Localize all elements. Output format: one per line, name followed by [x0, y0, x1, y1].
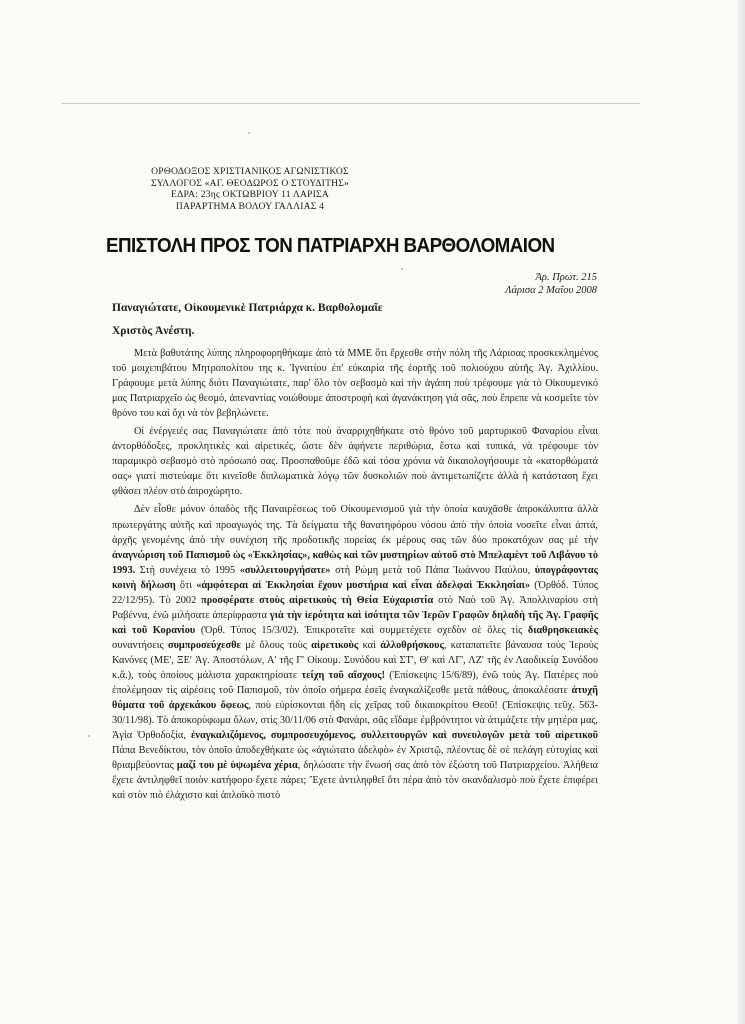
- text-run: συναντήσεις: [112, 639, 168, 651]
- protocol-number: Ἀρ. Πρωτ. 215: [535, 272, 597, 283]
- bold-run: διαθρησκειακὲς: [527, 624, 598, 636]
- bold-run: τείχη τοῦ αἴσχους!: [301, 669, 386, 681]
- scan-speck: [88, 735, 90, 737]
- text-run: (Ὀρθόδ. Τύπος 22/12/95). Τὸ 2002: [112, 579, 598, 606]
- text-run: , δηλώσατε τὴν ἕνωσή σας ἀπὸ τὸν ἐξώστη τοῦ Πατριαρχείου. Ἀλήθεια ἔχετε ἀντιληφθεῖ ποιὸν κατήφορο ἔχετε πάρει; Ἔχετε ἀντιληφθεῖ ὅτι πέρα ἀπὸ τὸν σκανδαλισμὸ ποὺ ἔχετε ἐπιφέρει καὶ στὸν πιὸ ἐλάχιστο καὶ ἀπλοϊκὸ πιστὸ: [112, 760, 599, 802]
- bold-run: συμπροσεύχεσθε: [167, 639, 241, 651]
- org-line-4: ΠΑΡΑΡΤΗΜΑ ΒΟΛΟΥ ΓΑΛΛΙΑΣ 4: [175, 200, 325, 212]
- text-run: , καταπατεῖτε βάναυσα τοὺς Ἱεροὺς Κανόνες (ΜΕ', ΞΕ' Ἁγ. Ἀποστόλων, Α' τῆς Γ' Οἰκουμ. Συνόδου καὶ ΣΤ', Θ' καὶ ΛΓ', ΛΖ' τῆς ἐν Λαοδικείᾳ Συνόδου κ.ἄ.), τοὺς ὁποίους μάλιστα χαρακτηρίσατε: [112, 639, 598, 681]
- text-run: στὴ Ρώμη μετὰ τοῦ Πάπα Ἰωάννου Παύλου,: [330, 564, 535, 576]
- text-run: Πάπα Βενεδίκτου, τὸν ὁποῖο ἀποδεχθήκατε ὡς «ἁγιώτατο ἀδελφὸ» ἐν Χριστῷ, πλέοντας δὲ σὲ πελάγη εὐτυχίας καὶ θριαμβεύοντας: [112, 745, 598, 772]
- bold-run: ἀλλοθρήσκους: [380, 639, 444, 651]
- paragraph-1: Μετὰ βαθυτάτης λύπης πληροφορηθήκαμε ἀπὸ τὰ ΜΜΕ ὅτι ἔρχεσθε στὴν πόλη τῆς Λάρισας προσκεκλημένος τοῦ μοιχεπιβάτου Μητροπολίτου της κ. Ἰγνατίου ἐπ' εὐκαιρία τῆς ἑορτῆς τοῦ πολιούχου αὐτῆς Ἁγ. Ἀχιλλίου. Γράφουμε μετὰ λύπης διότι Παναγιώτατε, παρ' ὅλο τὸν σεβασμὸ καὶ τὴν ἀγάπη ποὺ τρέφουμε γιὰ τὸ Οἰκουμενικό μας Πατριαρχεῖο ὡς θεσμό, ἀπεναντίας νοιώθουμε ἀποστροφὴ καὶ ἀγανάκτηση γιὰ σᾶς, ποὺ ἔπρεπε νὰ κοσμεῖτε τὸν θρόνο του καὶ ὄχι νὰ τὸν βεβηλώνετε.: [112, 348, 598, 420]
- bold-run: αἱρετικοὺς: [311, 639, 359, 651]
- letter-date: Λάρισα 2 Μαΐου 2008: [505, 285, 597, 296]
- scan-speck: [401, 268, 403, 270]
- bold-run: μαζί του μὲ ὑψωμένα χέρια: [176, 760, 298, 772]
- org-line-2: ΣΥΛΛΟΓΟΣ «ΑΓ. ΘΕΟΔΩΡΟΣ Ο ΣΤΟΥΔΙΤΗΣ»: [150, 177, 350, 189]
- text-run: καὶ: [358, 639, 381, 651]
- bold-run: «ἀμφότεραι αἱ Ἐκκλησίαι ἔχουν μυστήρια καὶ εἶναι ἀδελφαὶ Ἐκκλησίαι»: [196, 579, 531, 591]
- top-rule: [62, 103, 640, 104]
- text-run: μὲ ὅλους τοὺς: [240, 639, 312, 651]
- bold-run: «συλλειτουργήσατε»: [239, 564, 331, 576]
- paragraph-3: [112, 502, 598, 803]
- scan-speck: [248, 132, 250, 134]
- text-run: Στὴ συνέχεια τὸ 1995: [135, 564, 240, 576]
- letter-body: [112, 346, 598, 803]
- bold-run: γιὰ τὴν ἱερότητα καὶ ἰσότητα τῶν Ἱερῶν Γραφῶν δηλαδὴ τῆς Ἁγ. Γραφῆς καὶ τοῦ Κορανίου: [112, 609, 599, 636]
- bold-run: προσφέρατε στοὺς αἱρετικοὺς τὴ Θεία Εὐχαριστία: [201, 594, 434, 606]
- paper-edge-shadow: [737, 0, 745, 1024]
- org-line-3: ΕΔΡΑ: 23ης ΟΚΤΩΒΡΙΟΥ 11 ΛΑΡΙΣΑ: [171, 189, 329, 201]
- org-line-1: ΟΡΘΟΔΟΞΟΣ ΧΡΙΣΤΙΑΝΙΚΟΣ ΑΓΩΝΙΣΤΙΚΟΣ: [151, 166, 349, 177]
- bold-run: ἀτυχῆ θύματα τοῦ ἀρχεκάκου ὄφεως: [112, 685, 598, 712]
- salutation: Παναγιώτατε, Οἰκουμενικὲ Πατριάρχα κ. Βαρθολομαῖε: [112, 302, 383, 314]
- organization-header: [100, 166, 400, 212]
- text-run: , ποὺ εὑρίσκονται ἤδη εἰς χεῖρας τοῦ δικαιοκρίτου Θεοῦ! (Ἐπίσκεψις τεῦχ. 563-30/11/98). Τὸ ἀποκορύφωμα ὅλων, στὶς 30/11/06 στὸ Φανάρι, σᾶς εἴδαμε ἐμβρόντητοι νὰ ἀτιμάζετε τὴν μητέρα μας, Ἁγία Ὀρθοδοξία,: [112, 700, 598, 742]
- text-run: (Ὀρθ. Τύπος 15/3/02). Ἐπικροτεῖτε καὶ συμμετέχετε σχεδὸν σὲ ὅλες τὶς: [195, 624, 528, 636]
- text-run: ὅτι: [175, 579, 197, 591]
- letter-title: ΕΠΙΣΤΟΛΗ ΠΡΟΣ ΤΟΝ ΠΑΤΡΙΑΡΧΗ ΒΑΡΘΟΛΟΜΑΙΟΝ: [106, 235, 555, 257]
- greeting: Χριστὸς Ἀνέστη.: [112, 325, 195, 337]
- bold-run: ὑπογράφοντας κοινὴ δήλωση: [112, 564, 598, 591]
- text-run: (Ἐπίσκεψις 15/6/89), ἐνῶ τοὺς Ἁγ. Πατέρες ποὺ ἐπολέμησαν τὶς αἱρέσεις τοῦ Παπισμοῦ, τὸν ὁποῖο σήμερα ἐσεῖς ἐναγκαλίζεσθε μετὰ πάθους, ἀποκαλέσατε: [112, 669, 598, 697]
- reference-block: [505, 271, 597, 297]
- text-run: στὸ Ναὸ τοῦ Ἁγ. Ἀπολλιναρίου στὴ Ραβέννα, ἐνῶ μιλήσατε ἀπερίφραστα: [112, 594, 598, 621]
- bold-run: ἀναγνώριση τοῦ Παπισμοῦ ὡς «Ἐκκλησίας», καθὼς καὶ τῶν μυστηρίων αὐτοῦ στὸ Μπελαμὲντ τοῦ Λιβάνου τὸ 1993.: [112, 549, 598, 576]
- paragraph-2: Οἱ ἐνέργειές σας Παναγιώτατε ἀπὸ τότε ποὺ ἀναρριχηθήκατε στὸ θρόνο τοῦ μαρτυρικοῦ Φαναρίου εἶναι ἀντορθόδοξες, προκλητικὲς καὶ αἱρετικές, ὥστε δὲν ἀφήνετε περιθώρια, ἔστω καὶ τυπικά, νὰ τρέφουμε τὸν παραμικρὸ σεβασμὸ στὸ πρόσωπό σας. Προσπαθοῦμε ἐδῶ καὶ τόσα χρόνια νὰ δικαιολογήσουμε τὰ «κατορθώματά σας» γιατὶ πιστεύαμε ὅτι κινεῖσθε διπλωματικὰ λόγῳ τῶν δυσκολιῶν ποὺ ἀντιμετωπίζετε ἀλλὰ ἡ κατάσταση ἔχει φθάσει πλέον στὸ ἀπροχώρητο.: [112, 426, 598, 498]
- bold-run: ἐναγκαλιζόμενος, συμπροσευχόμενος, συλλειτουργῶν καὶ συνευλογῶν μετὰ τοῦ αἱρετικοῦ: [190, 730, 598, 742]
- text-run: Δὲν εἶσθε μόνον ὀπαδὸς τῆς Παναιρέσεως τοῦ Οἰκουμενισμοῦ γιὰ τὴν ὁποία καυχᾶσθε ἀπροκάλυπτα ἀλλὰ πρωτεργάτης αὐτῆς καὶ προαγωγός της. Τὰ δείγματα τῆς θανατηφόρου νόσου ἀπὸ τὴν ὁποία νοσεῖτε εἶναι ἀπτά, ἀρχῆς γενομένης ἀπὸ τὴν συνέχιση τῆς προδοτικῆς πορείας ἐκ μέρους σας τῶν δύο προκατόχων σας μὲ τὴν: [112, 504, 598, 546]
